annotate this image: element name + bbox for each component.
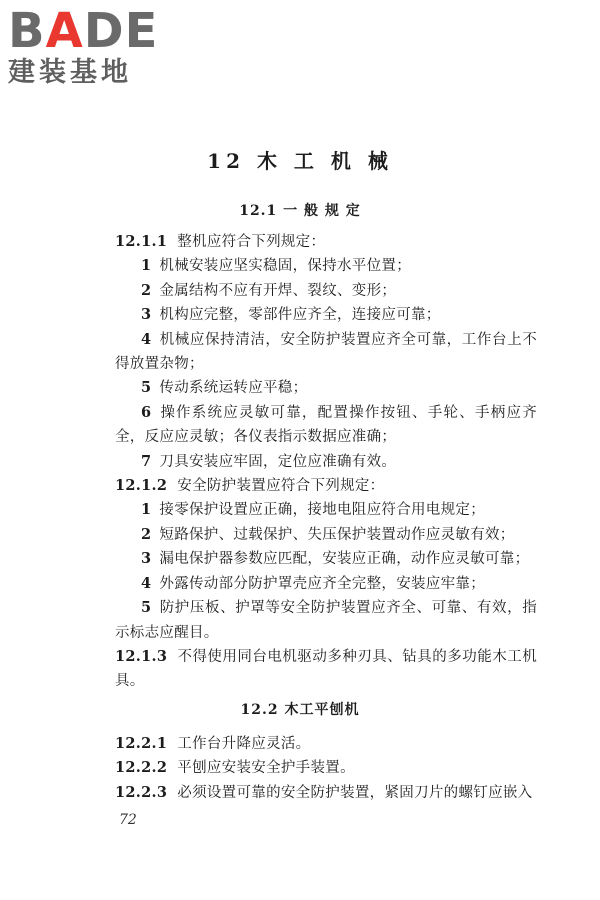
- clause: [115, 756, 537, 780]
- item-text: 漏电保护器参数应匹配，安装应正确，动作应灵敏可靠；: [159, 551, 530, 568]
- page-number: 72: [119, 812, 137, 828]
- item-text: 刀具安装应牢固，定位应准确有效。: [159, 453, 397, 470]
- section-12-2-body: [115, 732, 537, 805]
- clause-number: 12.2.2: [115, 759, 168, 777]
- logo-suffix: DE: [83, 3, 159, 59]
- item-text: 接零保护设置应正确，接地电阻应符合用电规定；: [159, 502, 485, 519]
- clause: [115, 781, 537, 805]
- logo-accent-letter: A: [45, 3, 84, 59]
- item-number: 3: [141, 306, 152, 324]
- section-title: 12.2 木工平刨机: [240, 702, 360, 718]
- clause-text: 必须设置可靠的安全防护装置，紧固刀片的螺钉应嵌入: [177, 784, 533, 801]
- item-number: 4: [141, 574, 152, 592]
- list-item: [115, 596, 537, 645]
- logo-prefix: B: [8, 3, 46, 59]
- list-item: [115, 401, 537, 450]
- list-item: [115, 376, 537, 400]
- clause: [115, 732, 537, 756]
- item-text: 金属结构不应有开焊、裂纹、变形；: [159, 282, 397, 299]
- clause: [115, 474, 537, 498]
- clause-text: 平刨应安装安全护手装置。: [177, 760, 355, 777]
- clause: [115, 230, 537, 254]
- item-text: 防护压板、护罩等安全防护装置应齐全、可靠、有效，指示标志应醒目。: [115, 600, 537, 641]
- list-item: [115, 328, 537, 377]
- item-number: 7: [141, 452, 152, 470]
- item-number: 4: [141, 330, 152, 348]
- item-number: 6: [141, 403, 152, 421]
- clause-number: 12.1.3: [115, 647, 168, 665]
- clause-text: 整机应符合下列规定：: [177, 234, 326, 250]
- item-number: 5: [141, 599, 152, 617]
- item-text: 外露传动部分防护罩壳应齐全完整，安装应牢靠；: [159, 575, 485, 592]
- item-number: 3: [141, 550, 152, 568]
- clause-number: 12.2.1: [115, 735, 168, 752]
- bade-logo: [8, 3, 178, 88]
- list-item: [115, 523, 537, 547]
- clause-number: 12.1.1: [115, 233, 168, 250]
- clause-text: 不得使用同台电机驱动多种刃具、钻具的多功能木工机具。: [115, 648, 537, 690]
- list-item: [115, 303, 537, 327]
- list-item: [115, 547, 537, 571]
- item-number: 1: [141, 257, 152, 275]
- section-12-1-body: [115, 230, 537, 694]
- item-number: 2: [141, 525, 152, 543]
- item-number: 1: [141, 501, 152, 519]
- list-item: [115, 450, 537, 474]
- item-text: 操作系统应灵敏可靠，配置操作按钮、手轮、手柄应齐全，反应应灵敏；各仪表指示数据应准确；: [115, 404, 537, 446]
- logo-subtitle: 建装基地: [8, 57, 132, 88]
- clause-text: 工作台升降应灵活。: [177, 736, 311, 752]
- item-text: 短路保护、过载保护、失压保护装置动作应灵敏有效；: [159, 526, 515, 543]
- item-number: 5: [141, 379, 152, 397]
- item-text: 传动系统运转应平稳；: [159, 380, 308, 397]
- clause-text: 安全防护装置应符合下列规定：: [177, 478, 385, 495]
- list-item: [115, 254, 537, 278]
- chapter-title: 12 木 工 机 械: [207, 149, 393, 173]
- item-number: 2: [141, 281, 152, 299]
- list-item: [115, 498, 537, 522]
- item-text: 机械安装应坚实稳固，保持水平位置；: [159, 258, 411, 275]
- list-item: [115, 279, 537, 303]
- clause-number: 12.1.2: [115, 477, 168, 495]
- list-item: [115, 572, 537, 596]
- clause-number: 12.2.3: [115, 783, 168, 801]
- item-text: 机构应完整，零部件应齐全，连接应可靠；: [159, 307, 441, 324]
- logo-wordmark: [8, 3, 178, 59]
- section-title: 12.1 一 般 规 定: [239, 203, 361, 219]
- clause: [115, 645, 537, 694]
- item-text: 机械应保持清洁，安全防护装置应齐全可靠，工作台上不得放置杂物；: [115, 331, 537, 373]
